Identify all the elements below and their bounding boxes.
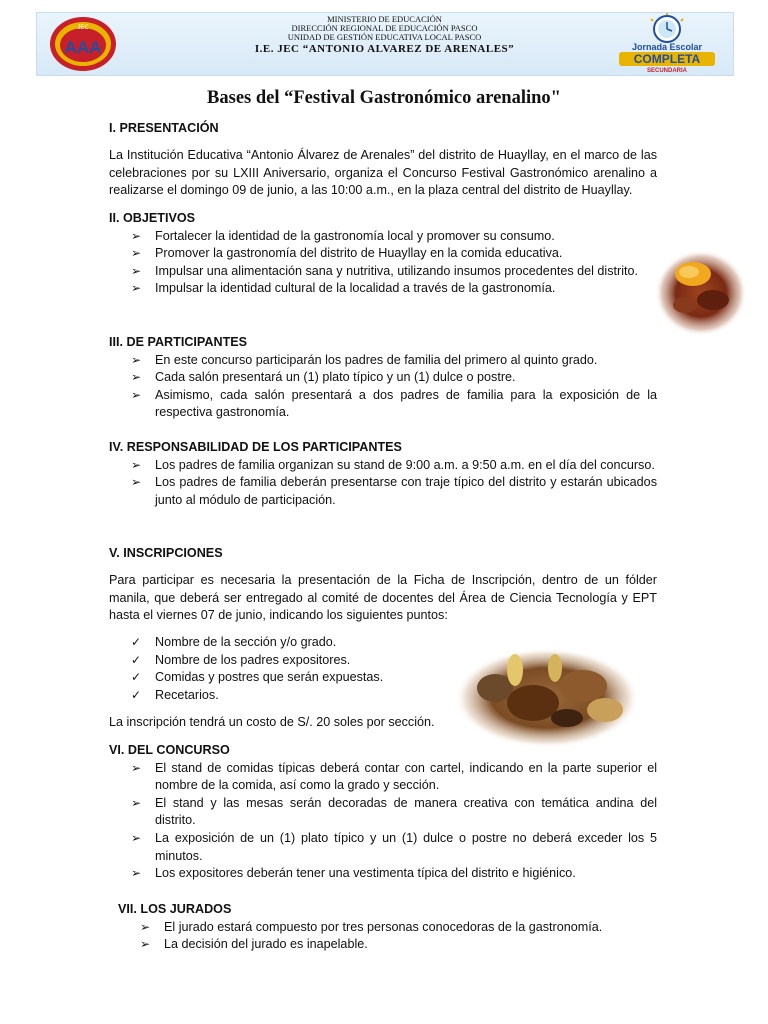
list-item: ➢ El stand de comidas típicas deberá contar con cartel, indicando en la parte superior el nombre de la comida, así como la grado y sección.: [131, 760, 657, 793]
section-heading: V. INSCRIPCIONES: [109, 546, 223, 560]
section-concurso: [109, 742, 657, 883]
list-item: ➢ El jurado estará compuesto por tres personas conocedoras de la gastronomía.: [118, 919, 666, 937]
arrow-bullet-icon: ➢: [131, 830, 142, 845]
section-heading: III. DE PARTICIPANTES: [109, 335, 248, 349]
section-participantes: [109, 334, 657, 422]
logo-secundaria-text: SECUNDARIA: [646, 68, 688, 73]
arrow-bullet-icon: ➢: [140, 937, 151, 952]
arrow-bullet-icon: ➢: [131, 352, 142, 367]
school-name: I.E. JEC “ANTONIO ALVAREZ DE ARENALES”: [254, 43, 515, 55]
list-item: ➢ Impulsar una alimentación sana y nutritiva, utilizando insumos procedentes del distrito.: [109, 263, 657, 281]
direction-line: DIRECCIÓN REGIONAL DE EDUCACIÓN PASCO: [291, 23, 478, 33]
check-item: ✓ Nombre de la sección y/o grado.: [109, 634, 657, 652]
header-text: [187, 15, 582, 56]
arrow-bullet-icon: ➢: [131, 370, 142, 385]
list-item: ➢ Los expositores deberán tener una vestimenta típica del distrito e higiénico.: [109, 865, 657, 883]
arrow-bullet-icon: ➢: [131, 228, 142, 243]
list-item: ➢ El stand y las mesas serán decoradas de manera creativa con temática andina del distrito.: [131, 795, 657, 828]
section-presentacion: [109, 120, 657, 138]
section-heading: VII. LOS JURADOS: [118, 902, 232, 916]
arrow-bullet-icon: ➢: [131, 866, 142, 881]
document-header: [36, 12, 734, 76]
section-heading: IV. RESPONSABILIDAD DE LOS PARTICIPANTES: [109, 440, 402, 454]
unit-line: UNIDAD DE GESTIÓN EDUCATIVA LOCAL PASCO: [287, 32, 482, 42]
list-item: ➢ Asimismo, cada salón presentará a dos padres de familia para la exposición de la respectiva gastronomía.: [131, 387, 657, 420]
ministry-line: MINISTERIO DE EDUCACIÓN: [327, 14, 442, 24]
arrow-bullet-icon: ➢: [131, 475, 142, 490]
arrow-bullet-icon: ➢: [131, 387, 142, 402]
section-heading: I. PRESENTACIÓN: [109, 121, 219, 135]
logo-main-text: AAA: [64, 38, 102, 57]
section-inscripciones: [109, 545, 657, 563]
logo-top-text: JEC: [77, 25, 89, 31]
inscripciones-paragraph: Para participar es necesaria la presentación de la Ficha de Inscripción, dentro de un fólder manila, que deberá ser entregado al comité de docentes del Área de Ciencia Tecnología y EPT hasta el viernes 07 de junio, indicando los siguientes puntos:: [109, 573, 657, 623]
arrow-bullet-icon: ➢: [131, 246, 142, 261]
section-heading: II. OBJETIVOS: [109, 211, 196, 225]
list-item: ➢ Fortalecer la identidad de la gastronomía local y promover su consumo.: [109, 228, 657, 246]
document-title: Bases del “Festival Gastronómico arenalino": [207, 88, 561, 108]
list-item: ➢ Promover la gastronomía del distrito de Huayllay en la comida educativa.: [109, 245, 657, 263]
section-objetivos: [109, 210, 657, 298]
food-photo-large: [455, 648, 640, 748]
arrow-bullet-icon: ➢: [131, 457, 142, 472]
list-item: ➢ Impulsar la identidad cultural de la localidad a través de la gastronomía.: [109, 280, 657, 298]
list-item: ➢ La decisión del jurado es inapelable.: [118, 936, 666, 954]
list-item: ➢ Cada salón presentará un (1) plato típico y un (1) dulce o postre.: [109, 369, 657, 387]
logo-completa-text: COMPLETA: [633, 52, 701, 66]
list-item: ➢ La exposición de un (1) plato típico y un (1) dulce o postre no deberá exceder los 5 minutos.: [131, 830, 657, 863]
school-crest-logo: [47, 15, 119, 73]
logo-jornada-text: Jornada Escolar: [631, 42, 703, 52]
arrow-bullet-icon: ➢: [140, 919, 151, 934]
section-heading: VI. DEL CONCURSO: [109, 743, 230, 757]
arrow-bullet-icon: ➢: [131, 795, 142, 810]
section-jurados: [118, 901, 666, 954]
checkmark-icon: ✓: [131, 652, 142, 667]
check-item: ✓ Recetarios.: [109, 687, 657, 705]
check-item: ✓ Comidas y postres que serán expuestas.: [109, 669, 657, 687]
checkmark-icon: ✓: [131, 635, 142, 649]
checkmark-icon: ✓: [131, 670, 142, 685]
list-item: ➢ Los padres de familia deberán presentarse con traje típico del distrito y estarán ubicados junto al módulo de participación.: [131, 475, 657, 507]
section-responsabilidad: [109, 439, 657, 509]
arrow-bullet-icon: ➢: [131, 281, 142, 296]
arrow-bullet-icon: ➢: [131, 263, 142, 278]
arrow-bullet-icon: ➢: [131, 760, 142, 775]
jornada-escolar-logo: [607, 13, 727, 73]
check-item: ✓ Nombre de los padres expositores.: [109, 652, 657, 670]
food-photo-small: [655, 250, 747, 336]
list-item: ➢ Los padres de familia organizan su stand de 9:00 a.m. a 9:50 a.m. en el día del concurso.: [109, 457, 657, 475]
checkmark-icon: ✓: [131, 687, 142, 702]
list-item: ➢ En este concurso participarán los padres de familia del primero al quinto grado.: [109, 352, 657, 370]
presentacion-paragraph: La Institución Educativa “Antonio Álvarez de Arenales” del distrito de Huayllay, en el marco de las celebraciones por su LXIII Aniversario, organiza el Concurso Festival Gastronómico arenalino a realizarse el domingo 09 de junio, a las 10:00 a.m., en la plaza central del distrito de Huayllay.: [109, 148, 657, 198]
inscripcion-cost: La inscripción tendrá un costo de S/. 20 soles por sección.: [109, 715, 435, 729]
